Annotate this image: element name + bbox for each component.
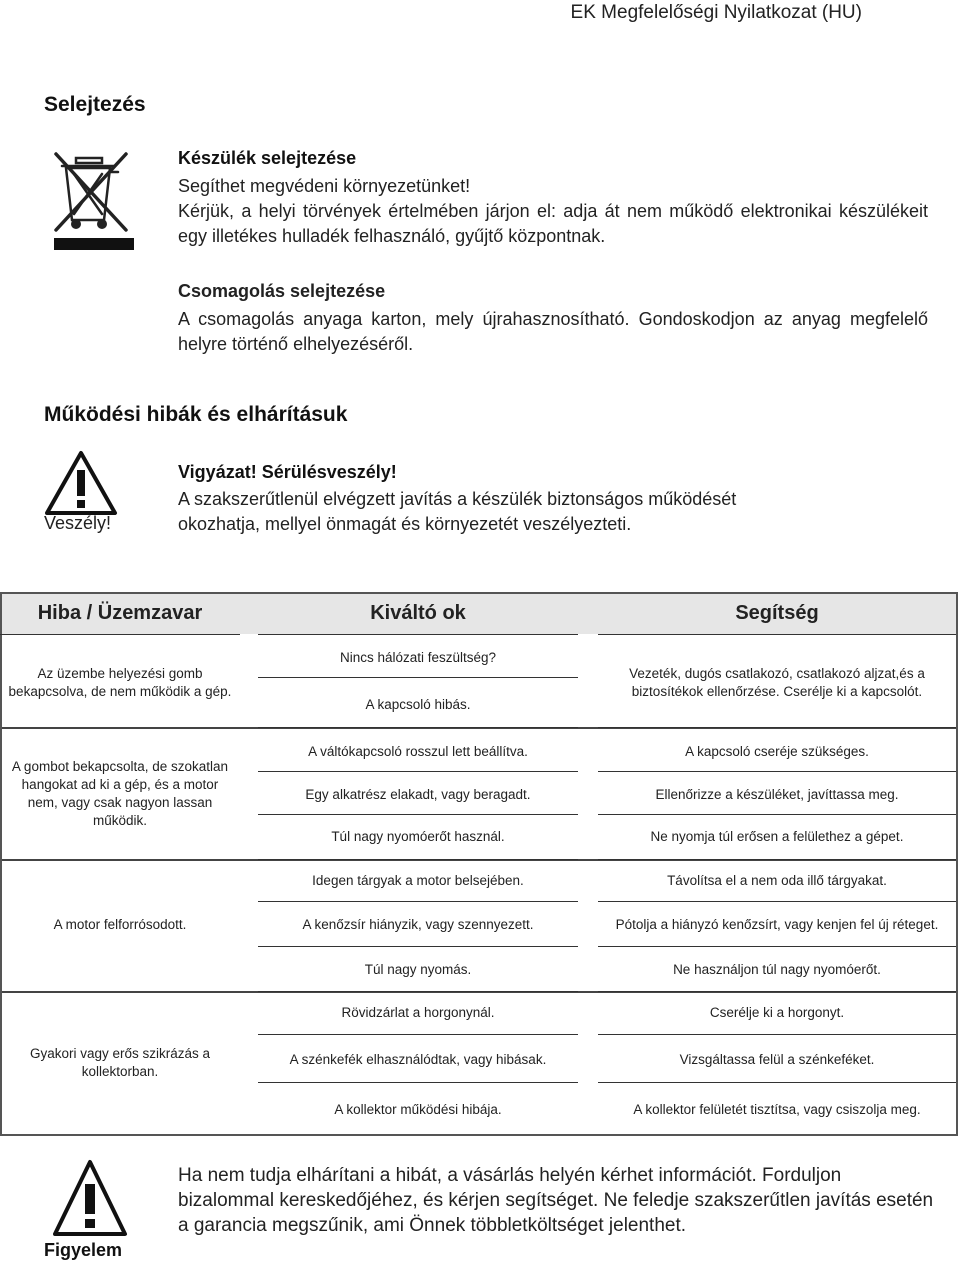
problem-cell-line: kollektorban. [81,1064,159,1079]
device-disposal-line2: Kérjük, a helyi törvények értelmében járjon el: adja át nem működő elektronikai készülékeit egy illetékes hulladék felhasználó, gyűjtő központnak. [178,201,928,246]
help-cell: A kapcsoló cseréje szükséges. [685,744,869,759]
help-cell: Vizsgáltassa felül a szénkeféket. [679,1052,875,1067]
warning-heading: Vigyázat! Sérülésveszély! [178,462,397,482]
danger-label: Veszély! [44,513,112,533]
packaging-disposal-text: A csomagolás anyaga karton, mely újrahasznosítható. Gondoskodjon az anyag megfelelő helyre történő elhelyezéséről. [178,309,928,354]
footer-text-line1: Ha nem tudja elhárítani a hibát, a vásárlás helyén kérhet információt. Forduljon [178,1165,842,1186]
section-title-disposal: Selejtezés [44,93,146,116]
problem-cell-line: Az üzembe helyezési gomb [37,666,203,681]
cause-cell: Rövidzárlat a horgonynál. [341,1005,495,1020]
cause-cell: Nincs hálózati feszültség? [339,650,497,665]
table-row [0,1045,240,1081]
document-header-title: EK Megfelelőségi Nyilatkozat (HU) [570,2,862,23]
help-cell-line: biztosítékok ellenőrzése. Cserélje ki a kapcsolót. [631,684,923,699]
section-title-faults: Működési hibák és elhárításuk [44,403,348,426]
attention-label: Figyelem [44,1240,123,1260]
footer-text-line3: a garancia megszűnik, ami Önnek többletköltséget jelenthet. [178,1215,687,1236]
warning-triangle-icon [52,1158,128,1238]
device-disposal-heading: Készülék selejtezése [178,148,357,168]
problem-cell-line: működik. [92,813,148,828]
warning-line2: okozhatja, mellyel önmagát és környezetét veszélyezteti. [178,514,632,534]
cause-cell: Túl nagy nyomás. [364,962,472,977]
help-cell: Ne nyomja túl erősen a felülethez a gépet. [650,829,904,844]
help-cell: Ne használjon túl nagy nyomóerőt. [673,962,881,977]
warning-line1: A szakszerűtlenül elvégzett javítás a készülék biztonságos működését [178,489,737,509]
help-cell: Ellenőrizze a készüléket, javíttassa meg. [655,787,899,802]
cause-cell: A kapcsoló hibás. [365,697,471,712]
table-header-problem: Hiba / Üzemzavar [37,602,203,624]
crossed-out-wheelie-bin-icon [52,150,136,252]
cause-cell: Egy alkatrész elakadt, vagy beragadt. [305,787,531,802]
help-cell [598,665,956,701]
problem-cell-line: bekapcsolva, de nem működik a gép. [8,684,232,699]
help-cell: Pótolja a hiányzó kenőzsírt, vagy kenjen fel új réteget. [615,917,939,932]
problem-cell-line: Gyakori vagy erős szikrázás a [29,1046,211,1061]
table-header-cause: Kiváltó ok [370,602,466,624]
cause-cell: Túl nagy nyomóerőt használ. [331,829,505,844]
device-disposal-line1: Segíthet megvédeni környezetünket! [178,176,471,196]
cause-cell: A szénkefék elhasználódtak, vagy hibásak. [289,1052,547,1067]
problem-cell-line: nem, vagy csak nagyon lassan [27,795,213,810]
problem-cell-line: hangokat ad ki a gép, és a motor [21,777,219,792]
table-header-help: Segítség [735,602,819,624]
cause-cell: A kenőzsír hiányzik, vagy szennyezett. [302,917,534,932]
table-row [0,665,240,701]
cause-cell: A kollektor működési hibája. [334,1102,502,1117]
problem-cell-line: A gombot bekapcsolta, de szokatlan [11,759,229,774]
footer-text-line2: bizalommal kereskedőjéhez, és kérjen segítséget. Ne feledje szakszerűtlen javítás esetén [178,1190,934,1211]
table-row [0,758,240,830]
help-cell-line: Vezeték, dugós csatlakozó, csatlakozó aljzat,és a [629,666,925,681]
help-cell: A kollektor felületét tisztítsa, vagy csiszolja meg. [633,1102,921,1117]
problem-cell: A motor felforrósodott. [53,917,187,932]
packaging-disposal-heading: Csomagolás selejtezése [178,281,386,301]
help-cell: Távolítsa el a nem oda illő tárgyakat. [667,873,887,888]
help-cell: Cserélje ki a horgonyt. [709,1005,845,1020]
warning-triangle-icon [44,450,118,516]
cause-cell: A váltókapcsoló rosszul lett beállítva. [308,744,528,759]
cause-cell: Idegen tárgyak a motor belsejében. [312,873,524,888]
